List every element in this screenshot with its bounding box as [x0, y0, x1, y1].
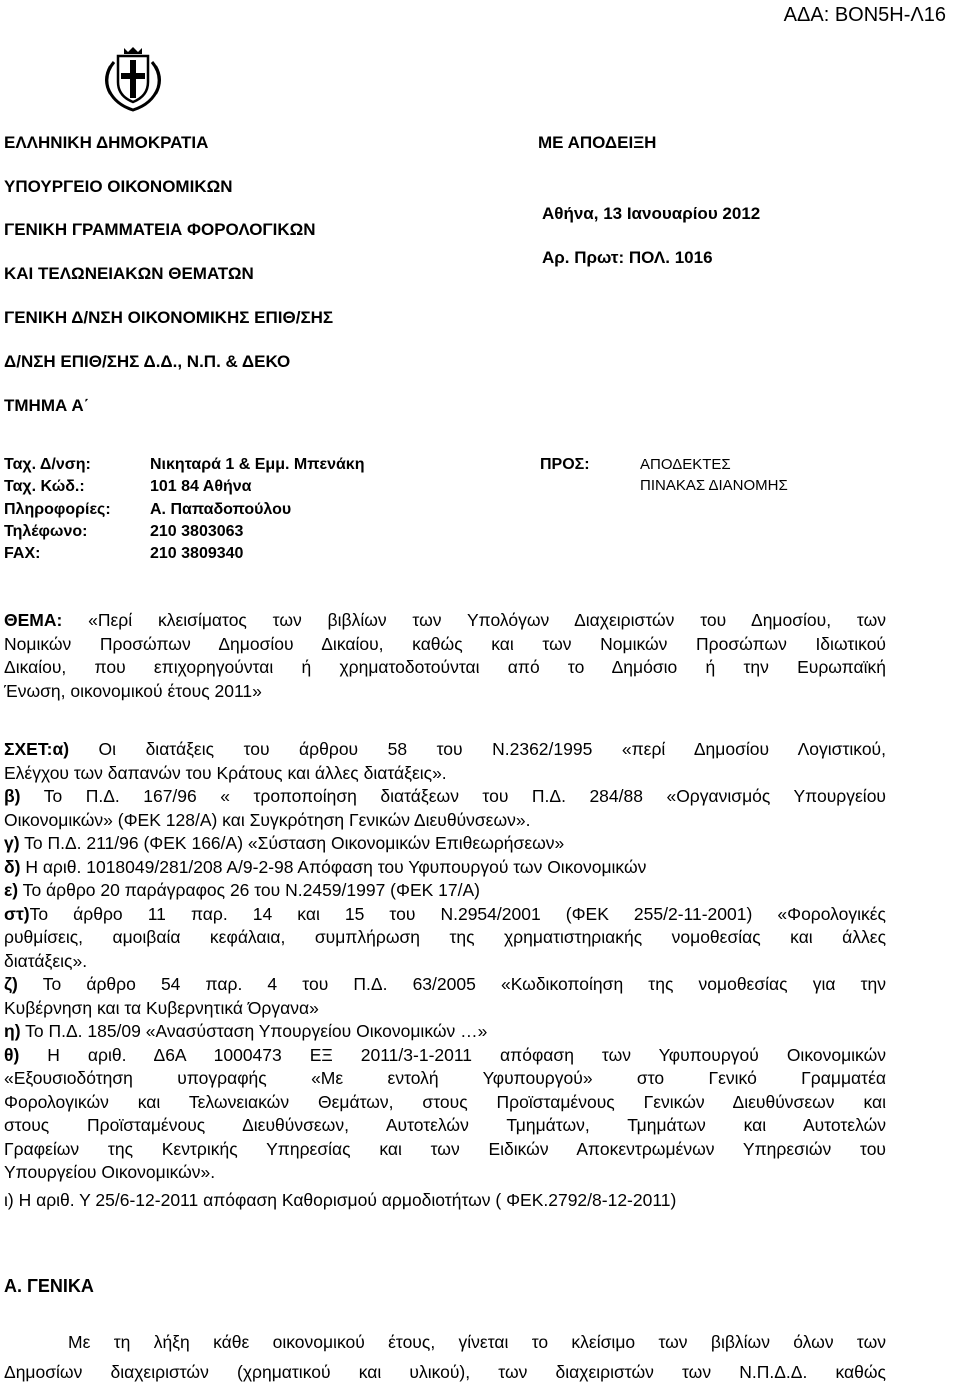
reference-text: διατάξεις». [4, 950, 88, 971]
subject-line: Ένωση, οικονομικού έτους 2011» [4, 680, 262, 701]
document-date: Αθήνα, 13 Ιανουαρίου 2012 [542, 204, 761, 223]
contact-value: Α. Παπαδοπούλου [150, 501, 292, 518]
section-body [4, 1327, 886, 1387]
contact-label: FAX: [4, 545, 41, 562]
contact-value: Νικηταρά 1 & Εμμ. Μπενάκη [150, 456, 365, 473]
contact-value: 210 3803063 [150, 523, 244, 540]
paragraph-line: Με τη λήξη κάθε οικονομικού έτους, γίνεται το κλείσιμο των βιβλίων όλων των [68, 1332, 886, 1352]
reference-text: Το Π.Δ. 185/09 «Ανασύσταση Υπουργείου Οικονομικών …» [20, 1021, 488, 1041]
contact-label: Τηλέφωνο: [4, 523, 88, 540]
protocol-number: Αρ. Πρωτ: ΠΟΛ. 1016 [542, 248, 713, 267]
subject-label: ΘΕΜΑ: [4, 610, 63, 630]
reference-text: Υπουργείου Οικονομικών». [4, 1162, 216, 1182]
reference-label: ι) [4, 1189, 14, 1210]
sender-line: ΤΜΗΜΑ Α΄ [4, 396, 90, 415]
subject-block [4, 609, 886, 703]
reference-text: Το Π.Δ. 211/96 (ΦΕΚ 166/Α) «Σύσταση Οικονομικών Επιθεωρήσεων» [19, 833, 565, 853]
contact-label: Ταχ. Κώδ.: [4, 478, 85, 495]
reference-label: η) [4, 1021, 21, 1041]
reference-text: Το άρθρο 20 παράγραφος 26 του Ν.2459/1997 (ΦΕΚ 17/Α) [18, 880, 481, 900]
reference-text: Η αριθ. Υ 25/6-12-2011 απόφαση Καθορισμού αρμοδιοτήτων ( ΦΕΚ.2792/8-12-2011) [13, 1189, 677, 1210]
subject-line: Νομικών Προσώπων Δημοσίου Δικαίου, καθώς και των Νομικών Προσώπων Ιδιωτικού [4, 633, 886, 654]
sender-line: Δ/ΝΣΗ ΕΠΙΘ/ΣΗΣ Δ.Δ., Ν.Π. & ΔΕΚΟ [4, 352, 291, 371]
ada-code: ΑΔΑ: ΒΟΝ5Η-Λ16 [783, 4, 946, 26]
sender-line: ΓΕΝΙΚΗ Δ/ΝΣΗ ΟΙΚΟΝΟΜΙΚΗΣ ΕΠΙΘ/ΣΗΣ [4, 308, 334, 327]
reference-text: Το Π.Δ. 167/96 « τροποποίηση διατάξεων του Π.Δ. 284/88 «Οργανισμός Υπουργείου [20, 786, 886, 806]
reference-text: ρυθμίσεις, αμοιβαία κεφάλαια, συμπλήρωση της χρηματιστηριακής νομοθεσίας και άλλες [4, 927, 886, 947]
reference-label: ε) [4, 880, 19, 900]
reference-text: Κυβέρνηση και τα Κυβερνητικά Όργανα» [4, 997, 319, 1018]
reference-text: Το άρθρο 11 παρ. 14 και 15 του Ν.2954/2001 (ΦΕΚ 255/2-11-2001) «Φορολογικές [29, 903, 886, 924]
reference-text: Οικονομικών» (ΦΕΚ 128/Α) και Συγκρότηση Γενικών Διευθύνσεων». [4, 809, 531, 830]
to-label: ΠΡΟΣ: [540, 456, 590, 473]
coat-of-arms-emblem [100, 46, 166, 114]
subject-line: Δικαίου, που επιχορηγούνται ή χρηματοδοτούνται από το Δημόσιο ή την Ευρωπαϊκή [4, 657, 886, 677]
subject-line: «Περί κλεισίματος των βιβλίων των Υπολόγων Διαχειριστών του Δημοσίου, των [62, 610, 886, 630]
reference-label: ΣΧΕΤ:α) [4, 739, 70, 759]
reference-label: β) [4, 786, 21, 806]
contact-value: 210 3809340 [150, 545, 244, 562]
recipient-line: ΑΠΟΔΕΚΤΕΣ [640, 456, 731, 473]
paragraph-line: Δημοσίων διαχειριστών (χρηματικού και υλικού), των διαχειριστών των Ν.Π.Δ.Δ. καθώς [4, 1362, 886, 1382]
contact-label: Ταχ. Δ/νση: [4, 456, 91, 473]
reference-text: Οι διατάξεις του άρθρου 58 του Ν.2362/1995 «περί Δημοσίου Λογιστικού, [69, 739, 886, 759]
reference-text: Γραφείων της Κεντρικής Υπηρεσίας και των Ειδικών Αποκεντρωμένων Υπηρεσιών του [4, 1138, 886, 1159]
reference-label: δ) [4, 856, 21, 877]
recipient-line: ΠΙΝΑΚΑΣ ΔΙΑΝΟΜΗΣ [640, 477, 788, 494]
delivery-note: ΜΕ ΑΠΟΔΕΙΞΗ [538, 133, 657, 152]
contact-value: 101 84 Αθήνα [150, 478, 252, 495]
reference-label: στ) [4, 903, 30, 924]
reference-text: «Εξουσιοδότηση υπογραφής «Με εντολή Υφυπουργού» στο Γενικό Γραμματέα [4, 1068, 886, 1088]
reference-label: γ) [4, 833, 20, 853]
sender-line: ΚΑΙ ΤΕΛΩΝΕΙΑΚΩΝ ΘΕΜΑΤΩΝ [4, 264, 254, 283]
contact-label: Πληροφορίες: [4, 501, 111, 518]
references-block [4, 738, 886, 1212]
section-title: Α. ΓΕΝΙΚΑ [4, 1276, 94, 1296]
sender-line: ΥΠΟΥΡΓΕΙΟ ΟΙΚΟΝΟΜΙΚΩΝ [4, 177, 233, 196]
reference-text: στους Προϊσταμένους Διευθύνσεων, Αυτοτελών Τμημάτων, Τμημάτων και Αυτοτελών [4, 1115, 886, 1135]
reference-text: Η αριθ. Δ6Α 1000473 ΕΞ 2011/3-1-2011 απόφαση των Υφυπουργού Οικονομικών [19, 1044, 886, 1065]
reference-text: Το άρθρο 54 παρ. 4 του Π.Δ. 63/2005 «Κωδικοποίηση της νομοθεσίας για την [17, 974, 886, 994]
reference-text: Φορολογικών και Τελωνειακών Θεμάτων, στους Προϊσταμένους Γενικών Διευθύνσεων και [4, 1091, 886, 1112]
reference-label: ζ) [4, 974, 18, 994]
reference-text: Η αριθ. 1018049/281/208 Α/9-2-98 Απόφαση του Υφυπουργού των Οικονομικών [20, 856, 647, 877]
sender-line: ΓΕΝΙΚΗ ΓΡΑΜΜΑΤΕΙΑ ΦΟΡΟΛΟΓΙΚΩΝ [4, 220, 316, 239]
reference-label: θ) [4, 1044, 20, 1065]
reference-text: Ελέγχου των δαπανών του Κράτους και άλλες διατάξεις». [4, 762, 447, 783]
sender-line: ΕΛΛΗΝΙΚΗ ΔΗΜΟΚΡΑΤΙΑ [4, 133, 209, 152]
